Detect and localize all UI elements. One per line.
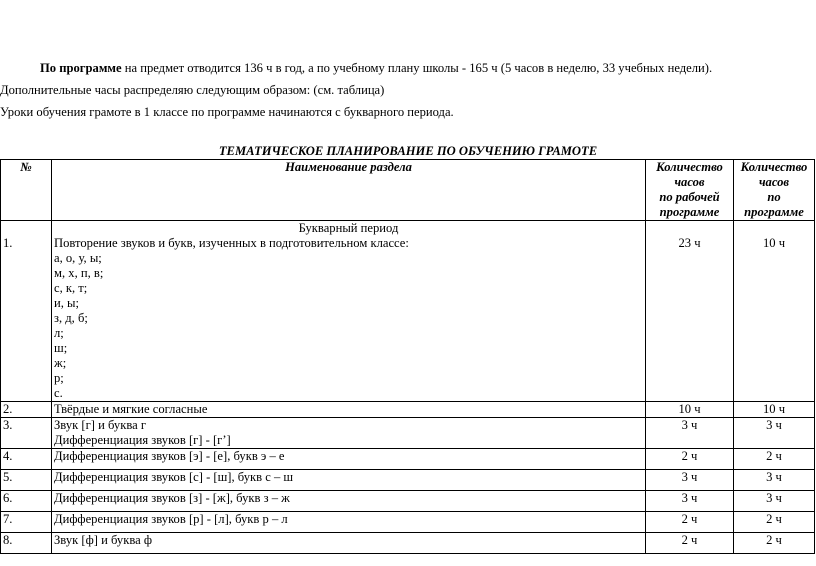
list-item: с, к, т; [54,281,88,295]
row-number: 7. [1,512,52,533]
row-hours-program: 2 ч [734,533,815,554]
hours-work-text: 23 ч [678,236,701,250]
row-number: 2. [1,402,52,418]
header-hours-work [646,160,734,221]
intro-text: на предмет отводится 136 ч в год, а по учебному плану школы - 165 ч (5 часов в неделю, 33 учебных недели). [121,61,713,75]
header-line: по рабочей [659,190,720,204]
table-title: ТЕМАТИЧЕСКОЕ ПЛАНИРОВАНИЕ ПО ОБУЧЕНИЮ ГРАМОТЕ [218,144,598,158]
row-hours-program: 2 ч [734,512,815,533]
row-line: Звук [г] и буква г [54,418,147,432]
header-line: Количество [740,160,808,174]
row-hours-program: 3 ч [734,470,815,491]
list-item: Повторение звуков и букв, изученных в подготовительном классе: [54,236,409,250]
list-item: з, д, б; [54,311,88,325]
list-item: р; [54,371,64,385]
row-hours-program: 10 ч [734,402,815,418]
row-section: Дифференциация звуков [р] - [л], букв р – л [52,512,646,533]
row-hours-work: 2 ч [646,449,734,470]
intro-paragraph-1 [40,61,712,76]
intro-paragraph-2: Дополнительные часы распределяю следующим образом: (см. таблица) [0,83,385,97]
header-line: программе [744,205,804,219]
row-hours-program: 2 ч [734,449,815,470]
list-item: л; [54,326,64,340]
row-section [52,221,646,402]
table-row [1,512,815,533]
list-item: и, ы; [54,296,79,310]
header-line: Количество [656,160,723,174]
row-hours-work: 10 ч [646,402,734,418]
row-hours-work: 3 ч [646,470,734,491]
header-line: часов [674,175,705,189]
table-row [1,221,815,402]
row-number: 3. [1,418,52,449]
row-number: 6. [1,491,52,512]
header-hours-program [734,160,815,221]
header-line: программе [659,205,720,219]
list-item: а, о, у, ы; [54,251,102,265]
row-hours-work [646,221,734,402]
row-number: 4. [1,449,52,470]
row-hours-work: 3 ч [646,491,734,512]
intro-bold-lead: По программе [40,61,122,75]
list-item: ж; [54,356,67,370]
table-row [1,402,815,418]
row-line: Дифференциация звуков [г] - [г’] [54,433,231,447]
row-number-text: 1. [3,236,13,250]
header-number: № [1,160,52,221]
table-row [1,491,815,512]
row-section: Дифференциация звуков [з] - [ж], букв з – ж [52,491,646,512]
header-line: по [767,190,781,204]
table-row [1,470,815,491]
period-title: Букварный период [298,221,399,235]
row-hours-work: 3 ч [646,418,734,449]
row-number: 8. [1,533,52,554]
row-section [52,418,646,449]
table-row [1,533,815,554]
table-row [1,418,815,449]
table-header-row [1,160,815,221]
list-item: м, х, п, в; [54,266,104,280]
table-row [1,449,815,470]
header-section-name: Наименование раздела [52,160,646,221]
row-hours-work: 2 ч [646,533,734,554]
row-section: Дифференциация звуков [с] - [ш], букв с – ш [52,470,646,491]
row-section: Звук [ф] и буква ф [52,533,646,554]
list-item: с. [54,386,63,400]
row-hours-program [734,221,815,402]
row-hours-program: 3 ч [734,418,815,449]
row-number: 5. [1,470,52,491]
row-section: Дифференциация звуков [э] - [е], букв э – е [52,449,646,470]
row-hours-program: 3 ч [734,491,815,512]
row-section: Твёрдые и мягкие согласные [52,402,646,418]
intro-paragraph-3: Уроки обучения грамоте в 1 классе по программе начинаются с букварного периода. [0,105,454,119]
header-line: часов [758,175,790,189]
list-item: ш; [54,341,68,355]
hours-program-text: 10 ч [762,236,786,250]
row-number [1,221,52,402]
row-hours-work: 2 ч [646,512,734,533]
planning-table [0,159,815,554]
